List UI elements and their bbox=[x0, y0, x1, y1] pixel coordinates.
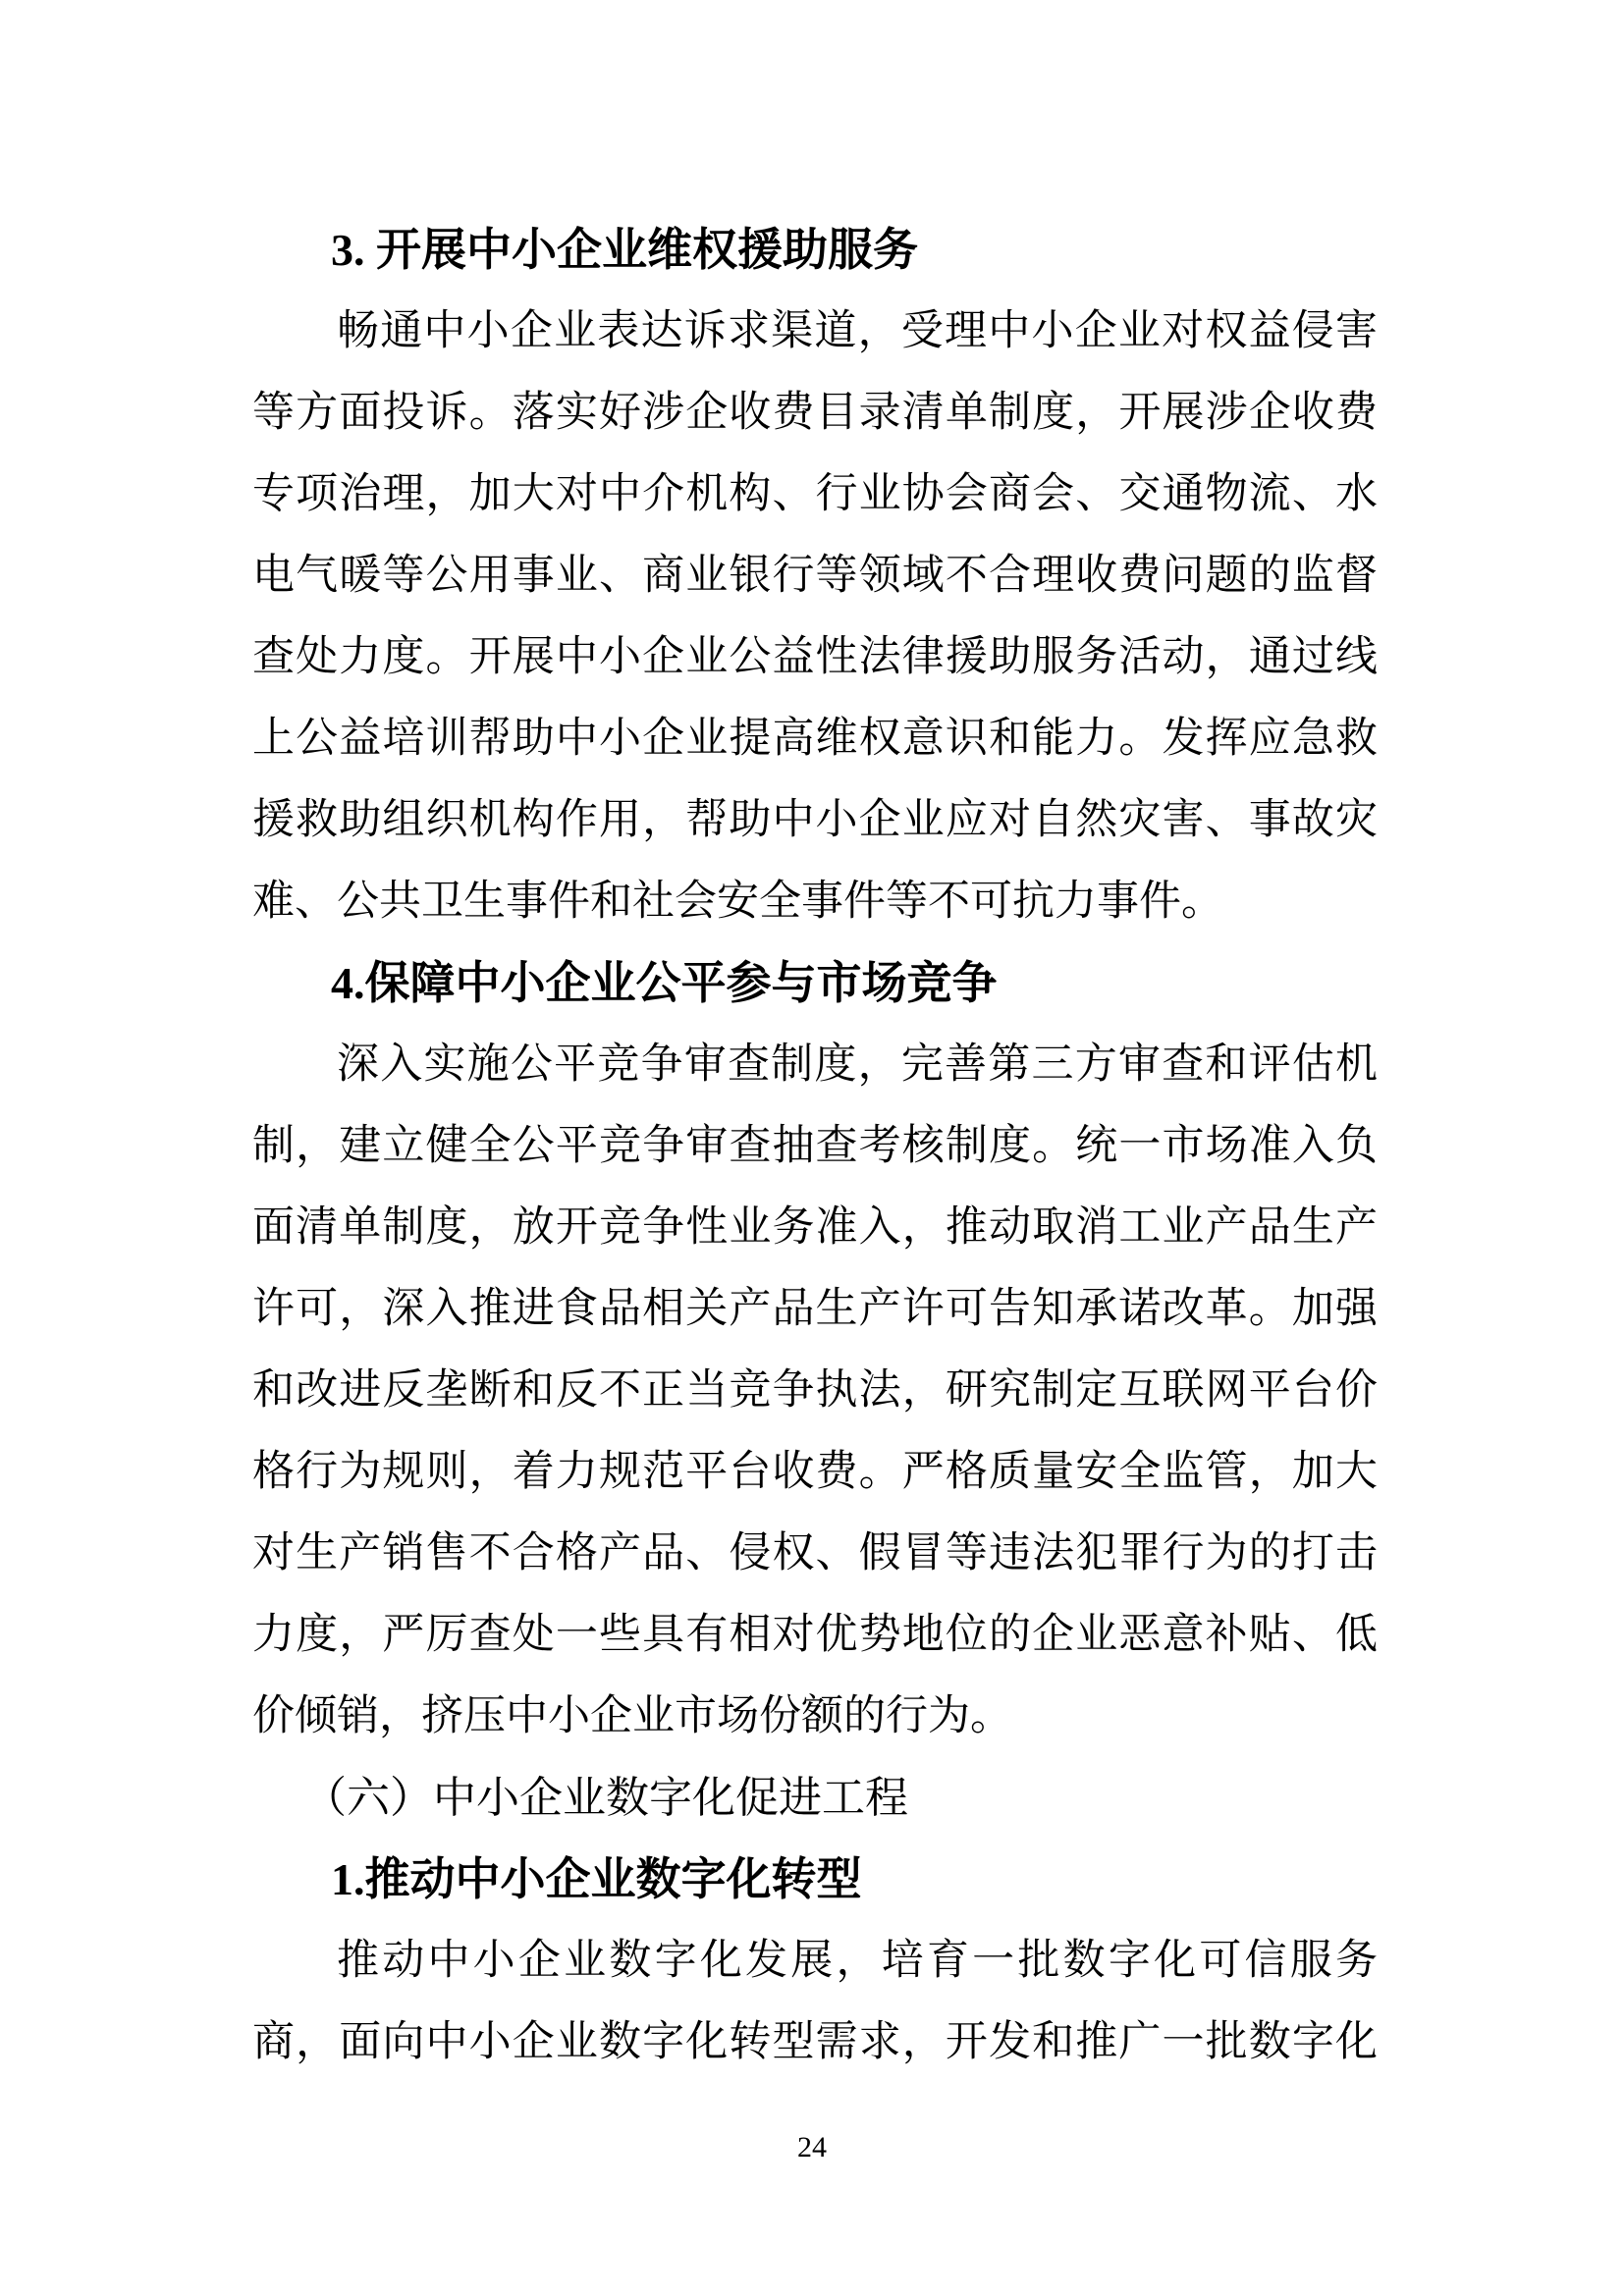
body-text-line: 商，面向中小企业数字化转型需求，开发和推广一批数字化 bbox=[252, 2019, 1378, 2065]
body-text-line: 电气暖等公用事业、商业银行等领域不合理收费问题的监督 bbox=[252, 553, 1378, 599]
body-text-line: 面清单制度，放开竞争性业务准入，推动取消工业产品生产 bbox=[252, 1204, 1378, 1251]
body-text-line: 深入实施公平竞争审查制度，完善第三方审查和评估机 bbox=[337, 1041, 1378, 1088]
numbered-heading: 3. 开展中小企业维权援助服务 bbox=[331, 225, 918, 275]
page-number: 24 bbox=[797, 2131, 827, 2163]
body-text-line: 专项治理，加大对中介机构、行业协会商会、交通物流、水 bbox=[252, 471, 1378, 517]
body-text-line: 格行为规则，着力规范平台收费。严格质量安全监管，加大 bbox=[252, 1449, 1378, 1495]
body-text-line: 畅通中小企业表达诉求渠道，受理中小企业对权益侵害 bbox=[337, 308, 1378, 354]
section-subheading: （六）中小企业数字化促进工程 bbox=[303, 1774, 908, 1822]
body-text-line: 许可，深入推进食品相关产品生产许可告知承诺改革。加强 bbox=[252, 1286, 1378, 1332]
body-text-line: 查处力度。开展中小企业公益性法律援助服务活动，通过线 bbox=[252, 634, 1378, 680]
body-text-line: 价倾销，挤压中小企业市场份额的行为。 bbox=[252, 1693, 1012, 1739]
body-text-line: 制，建立健全公平竞争审查抽查考核制度。统一市场准入负 bbox=[252, 1123, 1378, 1169]
body-text-line: 难、公共卫生事件和社会安全事件等不可抗力事件。 bbox=[252, 879, 1223, 925]
body-text-line: 力度，严厉查处一些具有相对优势地位的企业恶意补贴、低 bbox=[252, 1612, 1378, 1658]
numbered-heading: 4.保障中小企业公平参与市场竞争 bbox=[331, 958, 998, 1008]
body-text-line: 推动中小企业数字化发展，培育一批数字化可信服务 bbox=[337, 1938, 1378, 1984]
numbered-heading: 1.推动中小企业数字化转型 bbox=[331, 1854, 862, 1904]
body-text-line: 和改进反垄断和反不正当竞争执法，研究制定互联网平台价 bbox=[252, 1367, 1378, 1414]
body-text-line: 对生产销售不合格产品、侵权、假冒等违法犯罪行为的打击 bbox=[252, 1530, 1378, 1576]
body-text-line: 援救助组织机构作用，帮助中小企业应对自然灾害、事故灾 bbox=[252, 797, 1378, 843]
body-text-line: 等方面投诉。落实好涉企收费目录清单制度，开展涉企收费 bbox=[252, 390, 1378, 436]
content-area bbox=[252, 209, 1378, 2083]
body-text-line: 上公益培训帮助中小企业提高维权意识和能力。发挥应急救 bbox=[252, 716, 1378, 762]
